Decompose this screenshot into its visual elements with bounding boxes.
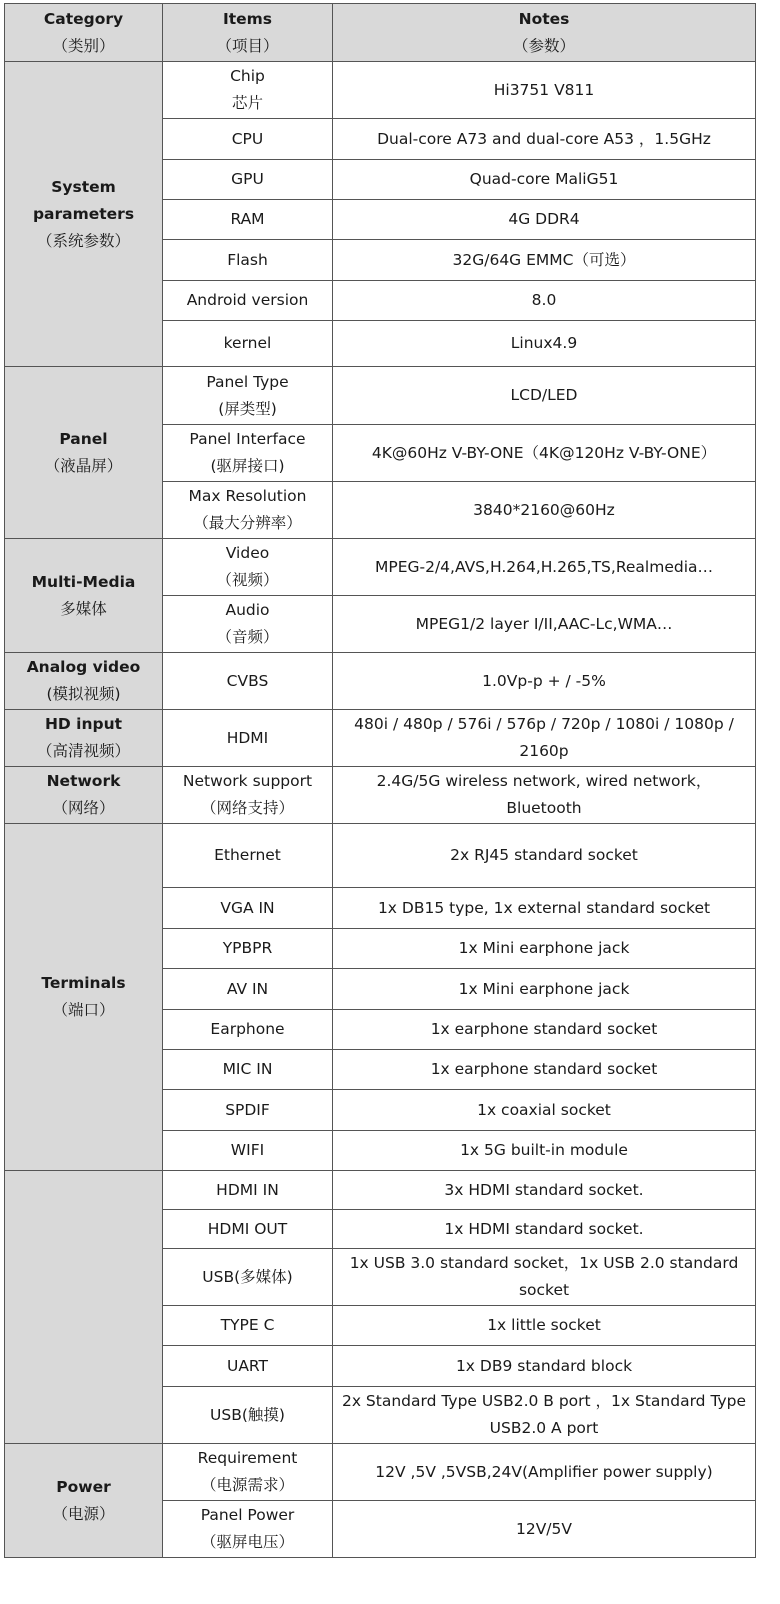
category-label: Multi-Media xyxy=(31,572,136,591)
note-value: 2160p xyxy=(519,742,569,760)
spec-body xyxy=(5,62,756,1558)
item-label: （视频） xyxy=(216,571,279,589)
note-value: LCD/LED xyxy=(510,386,578,404)
item-label: Flash xyxy=(227,250,268,269)
item-cell xyxy=(163,1346,333,1387)
note-cell xyxy=(333,482,756,539)
note-cell xyxy=(333,969,756,1010)
item-label: YPBPR xyxy=(222,939,273,957)
category-label: （网络） xyxy=(52,799,115,817)
item-label: Panel Type xyxy=(206,372,289,391)
item-label: MIC IN xyxy=(222,1060,273,1078)
category-cell xyxy=(5,710,163,767)
category-label: （端口） xyxy=(52,1001,115,1019)
item-label: Requirement xyxy=(197,1449,298,1467)
note-cell xyxy=(333,160,756,200)
item-cell xyxy=(163,1249,333,1306)
note-value: Dual-core A73 and dual-core A53 ，1.5GHz xyxy=(377,129,711,148)
table-row xyxy=(5,710,756,767)
category-label: Network xyxy=(46,772,121,790)
item-cell xyxy=(163,767,333,824)
header-notes-cn: （参数） xyxy=(512,36,575,55)
header-items-en: Items xyxy=(222,9,273,28)
note-value: 32G/64G EMMC（可选） xyxy=(452,250,636,269)
category-cell xyxy=(5,824,163,1171)
item-cell xyxy=(163,1210,333,1249)
header-category-cn: （类别） xyxy=(52,36,115,55)
table-row xyxy=(5,539,756,596)
note-value: USB2.0 A port xyxy=(489,1419,599,1437)
item-label: HDMI xyxy=(226,728,269,747)
item-label: （网络支持） xyxy=(200,799,294,817)
item-cell xyxy=(163,240,333,281)
note-cell xyxy=(333,824,756,888)
item-cell xyxy=(163,596,333,653)
note-value: 1x earphone standard socket xyxy=(430,1020,658,1038)
category-label: 多媒体 xyxy=(60,599,107,618)
item-cell xyxy=(163,281,333,321)
item-label: Ethernet xyxy=(214,846,281,864)
spec-table xyxy=(4,3,756,1558)
category-cell xyxy=(5,653,163,710)
note-value: 1x coaxial socket xyxy=(477,1100,611,1119)
item-cell xyxy=(163,367,333,425)
category-label: Panel xyxy=(59,429,108,448)
note-cell xyxy=(333,240,756,281)
item-cell xyxy=(163,888,333,929)
table-row xyxy=(5,824,756,888)
note-cell xyxy=(333,1249,756,1306)
item-cell xyxy=(163,160,333,200)
note-value: 1x HDMI standard socket. xyxy=(444,1219,644,1238)
note-value: 12V/5V xyxy=(515,1519,572,1538)
category-cell xyxy=(5,1444,163,1558)
note-cell xyxy=(333,1387,756,1444)
note-cell xyxy=(333,710,756,767)
category-label: System xyxy=(51,177,116,196)
note-cell xyxy=(333,281,756,321)
category-label: Analog video xyxy=(26,658,141,676)
note-cell xyxy=(333,1444,756,1501)
note-cell xyxy=(333,200,756,240)
header-items-cn: （项目） xyxy=(216,36,279,55)
item-label: 芯片 xyxy=(231,94,263,112)
category-label: （高清视频） xyxy=(36,742,130,760)
item-label: (屏类型) xyxy=(218,399,277,418)
note-cell xyxy=(333,62,756,119)
item-cell xyxy=(163,1050,333,1090)
note-cell xyxy=(333,1210,756,1249)
table-row xyxy=(5,367,756,425)
note-cell xyxy=(333,425,756,482)
item-label: Earphone xyxy=(210,1020,285,1038)
note-value: MPEG1/2 layer I/II,AAC-Lc,WMA… xyxy=(415,614,673,633)
header-notes xyxy=(333,4,756,62)
item-label: Panel Interface xyxy=(189,430,306,448)
item-cell xyxy=(163,653,333,710)
header-row xyxy=(5,4,756,62)
note-cell xyxy=(333,321,756,367)
item-label: GPU xyxy=(231,170,264,188)
category-cell xyxy=(5,767,163,824)
note-value: 8.0 xyxy=(531,291,557,309)
item-label: （最大分辨率） xyxy=(193,514,302,532)
item-label: WIFI xyxy=(230,1141,265,1159)
note-cell xyxy=(333,888,756,929)
note-cell xyxy=(333,1090,756,1131)
item-label: Panel Power xyxy=(200,1506,295,1524)
item-cell xyxy=(163,1131,333,1171)
note-cell xyxy=(333,1171,756,1210)
item-label: USB(多媒体) xyxy=(202,1267,293,1286)
note-value: 1x DB9 standard block xyxy=(455,1356,633,1375)
note-value: 2x RJ45 standard socket xyxy=(450,846,638,864)
category-cell xyxy=(5,539,163,653)
item-label: (驱屏接口) xyxy=(210,457,285,475)
note-cell xyxy=(333,1306,756,1346)
table-row xyxy=(5,62,756,119)
category-cell xyxy=(5,367,163,539)
item-cell xyxy=(163,1501,333,1558)
item-label: （电源需求） xyxy=(200,1476,294,1494)
note-value: 1x Mini earphone jack xyxy=(458,979,630,998)
note-cell xyxy=(333,1131,756,1171)
item-label: RAM xyxy=(230,210,265,228)
note-value: Bluetooth xyxy=(506,799,582,817)
item-cell xyxy=(163,62,333,119)
item-cell xyxy=(163,710,333,767)
item-label: UART xyxy=(226,1356,269,1375)
note-value: 1x 5G built-in module xyxy=(460,1141,628,1159)
note-value: 4G DDR4 xyxy=(508,210,580,228)
item-label: （驱屏电压） xyxy=(200,1533,294,1551)
item-label: Chip xyxy=(230,67,265,85)
note-value: 1x DB15 type, 1x external standard socket xyxy=(377,898,711,917)
note-value: 3840*2160@60Hz xyxy=(473,500,615,519)
item-label: （音频） xyxy=(216,628,279,646)
note-value: Hi3751 V811 xyxy=(493,80,595,99)
note-value: 1x Mini earphone jack xyxy=(458,939,630,957)
item-cell xyxy=(163,482,333,539)
note-value: MPEG-2/4,AVS,H.264,H.265,TS,Realmedia… xyxy=(374,557,714,576)
note-value: 2.4G/5G wireless network, wired network， xyxy=(376,772,712,790)
note-cell xyxy=(333,539,756,596)
item-cell xyxy=(163,929,333,969)
table-row xyxy=(5,653,756,710)
note-value: 1.0Vp-p + / -5% xyxy=(482,671,606,690)
note-cell xyxy=(333,119,756,160)
item-cell xyxy=(163,1090,333,1131)
category-label: HD input xyxy=(44,715,123,733)
item-cell xyxy=(163,1387,333,1444)
note-cell xyxy=(333,1050,756,1090)
note-value: 1x USB 3.0 standard socket，1x USB 2.0 standard xyxy=(349,1254,739,1272)
item-label: kernel xyxy=(223,334,272,352)
note-value: socket xyxy=(518,1281,570,1299)
table-row xyxy=(5,1444,756,1501)
item-label: Audio xyxy=(225,601,270,619)
item-cell xyxy=(163,1010,333,1050)
note-value: Linux4.9 xyxy=(510,334,578,352)
note-value: Quad-core MaliG51 xyxy=(469,170,619,188)
note-value: 3x HDMI standard socket. xyxy=(444,1180,644,1199)
table-row xyxy=(5,767,756,824)
item-label: AV IN xyxy=(226,979,269,998)
note-cell xyxy=(333,1501,756,1558)
item-cell xyxy=(163,824,333,888)
item-label: TYPE C xyxy=(220,1316,275,1334)
note-cell xyxy=(333,1010,756,1050)
item-label: USB(触摸) xyxy=(210,1405,285,1424)
item-label: HDMI IN xyxy=(216,1180,279,1199)
header-category-en: Category xyxy=(43,9,124,28)
item-label: CVBS xyxy=(226,671,269,690)
note-cell xyxy=(333,929,756,969)
table-row xyxy=(5,1171,756,1210)
note-value: 12V ,5V ,5VSB,24V(Amplifier power supply) xyxy=(375,1462,713,1481)
item-label: Android version xyxy=(186,291,309,309)
item-cell xyxy=(163,1306,333,1346)
note-value: 480i / 480p / 576i / 576p / 720p / 1080i / 1080p / xyxy=(354,715,734,733)
category-label: Terminals xyxy=(41,974,126,992)
header-items xyxy=(163,4,333,62)
note-cell xyxy=(333,653,756,710)
note-value: 4K@60Hz V-BY-ONE（4K@120Hz V-BY-ONE） xyxy=(371,443,717,462)
item-cell xyxy=(163,425,333,482)
header-notes-en: Notes xyxy=(518,9,570,28)
item-label: Video xyxy=(225,544,270,562)
item-cell xyxy=(163,539,333,596)
item-label: VGA IN xyxy=(220,898,275,917)
item-cell xyxy=(163,1171,333,1210)
item-label: HDMI OUT xyxy=(207,1219,288,1238)
category-label: （液晶屏） xyxy=(44,456,123,475)
item-cell xyxy=(163,119,333,160)
note-value: 1x earphone standard socket xyxy=(430,1060,658,1078)
item-label: CPU xyxy=(231,129,264,148)
category-cell xyxy=(5,1171,163,1444)
category-cell xyxy=(5,62,163,367)
header-category xyxy=(5,4,163,62)
item-label: Network support xyxy=(182,772,313,790)
item-cell xyxy=(163,969,333,1010)
note-value: 1x little socket xyxy=(487,1316,601,1334)
category-label: (模拟视频) xyxy=(46,685,121,703)
note-cell xyxy=(333,1346,756,1387)
note-cell xyxy=(333,767,756,824)
note-cell xyxy=(333,367,756,425)
item-label: Max Resolution xyxy=(188,487,307,505)
note-value: 2x Standard Type USB2.0 B port ，1x Standard Type xyxy=(341,1392,747,1410)
item-cell xyxy=(163,200,333,240)
item-cell xyxy=(163,1444,333,1501)
category-label: （系统参数） xyxy=(36,231,130,250)
note-cell xyxy=(333,596,756,653)
item-label: SPDIF xyxy=(225,1100,270,1119)
category-label: Power xyxy=(56,1477,111,1496)
category-label: （电源） xyxy=(52,1504,115,1523)
category-label: parameters xyxy=(32,204,135,223)
item-cell xyxy=(163,321,333,367)
